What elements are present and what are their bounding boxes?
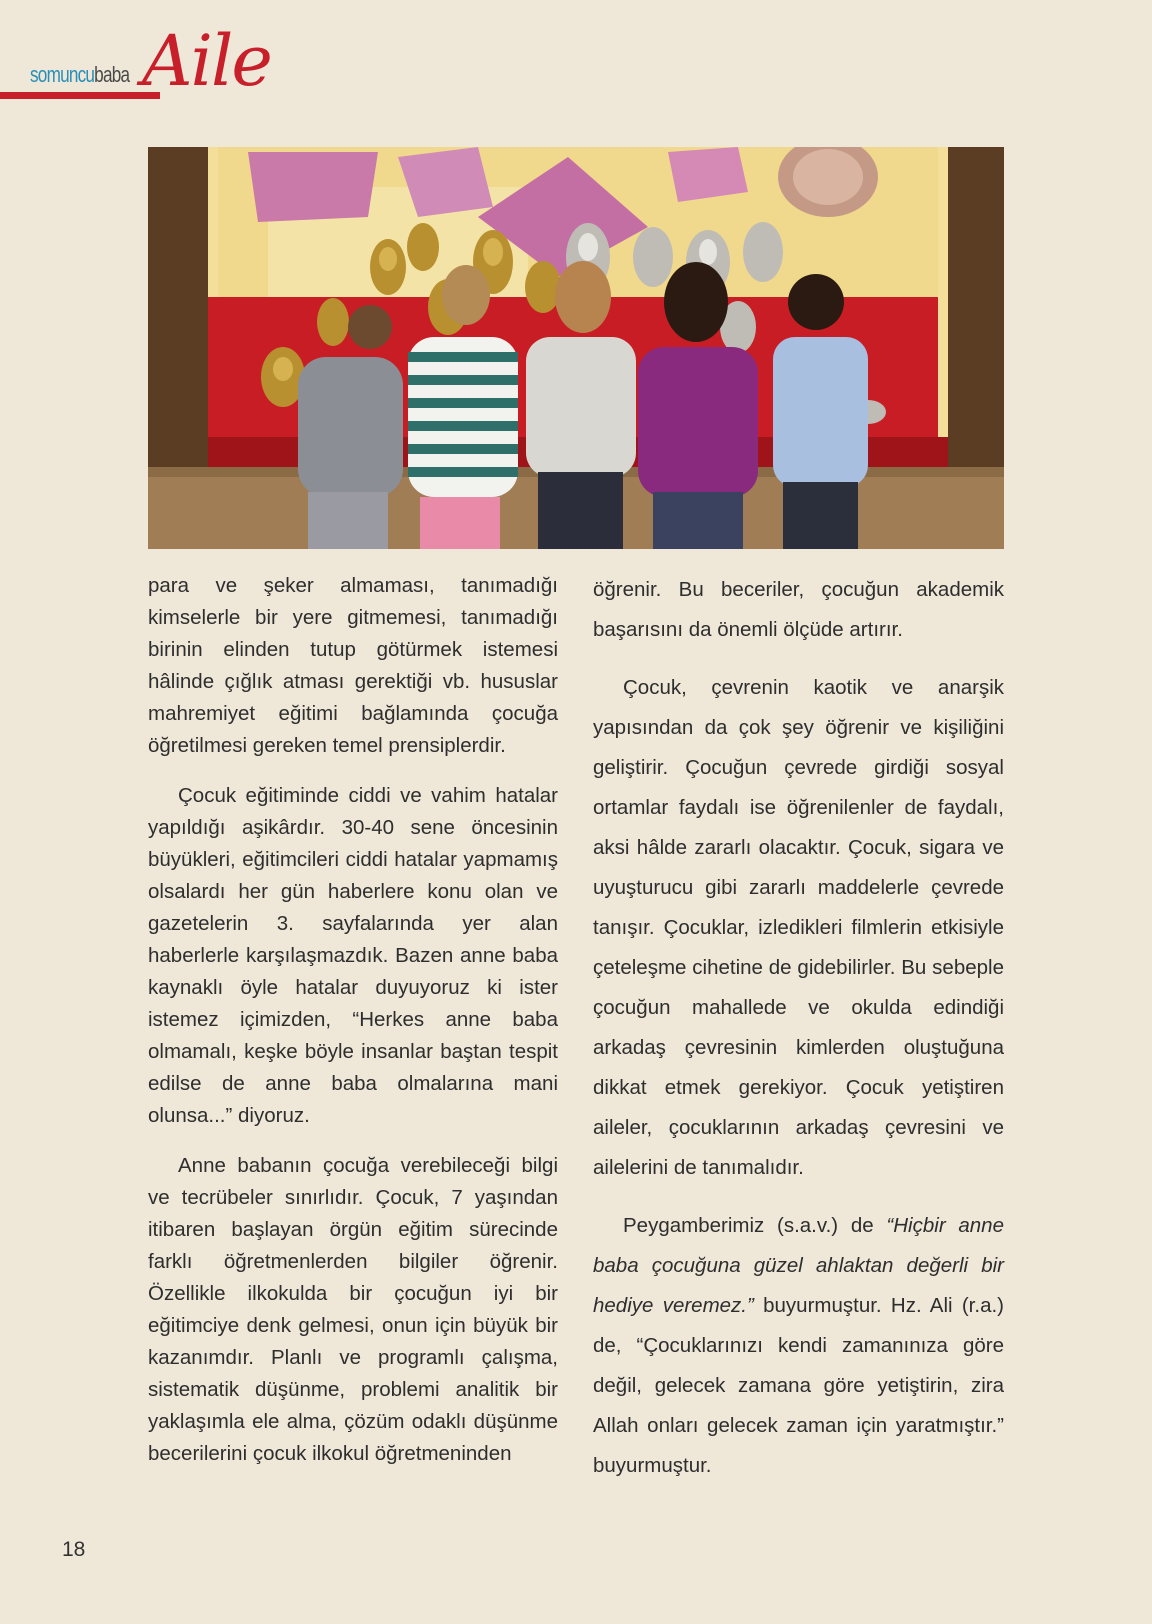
hadith-intro: Peygamberimiz (s.a.v.) de [623, 1214, 887, 1237]
hadith-tail: buyurmuştur. Hz. Ali (r.a.) de, “Çocuklarınızı kendi zamanınıza göre değil, gelecek zamana göre yetiştirin, zira Allah onları gelecek zaman için yaratmıştır.” buyurmuştur. [593, 1294, 1004, 1477]
header-accent-line [0, 92, 160, 99]
left-paragraph-2: Çocuk eğitiminde ciddi ve vahim hatalar yapıldığı aşikârdır. 30-40 sene öncesinin büyükleri, eğitimcileri ciddi hatalar yapmamış olsalardı her gün haberlere konu olan ve gazetelerin 3. sayfalarında yer alan haberlerle karşılaşmazdık. Bazen anne baba kaynaklı öyle hatalar duyuyoruz ki ister istemez içimizden, “Herkes anne baba olmamalı, keşke böyle insanlar baştan tespit edilse de anne baba olmalarına mani olunsa...” diyoruz. [148, 784, 558, 1127]
article-right-column [593, 570, 1004, 1504]
page-number: 18 [62, 1538, 86, 1561]
article-photo [148, 147, 1004, 549]
right-paragraph-2: Çocuk, çevrenin kaotik ve anarşik yapısından da çok şey öğrenir ve kişiliğini geliştirir. Çocuğun çevrede girdiği sosyal ortamlar faydalı ise öğrenilenler de faydalı, aksi hâlde zararlı olacaktır. Çocuk, sigara ve uyuşturucu gibi zararlı maddelerle çevrede tanışır. Çocuklar, izledikleri filmlerin etkisiyle çeteleşme cihetine de gidebilirler. Bu sebeple çocuğun mahallede ve okulda edindiği arkadaş çevresinin kimlerden oluştuğuna dikkat etmek gerekiyor. Çocuk yetiştiren aileler, çocuklarının arkadaş çevresini ve ailelerini de tanımalıdır. [593, 676, 1004, 1179]
brand-logo [30, 62, 129, 88]
left-paragraph-1: para ve şeker almaması, tanımadığı kimselerle bir yere gitmemesi, tanımadığı birinin elinden tutup götürmek istemesi hâlinde çığlık atması gerektiği vb. hususlar mahremiyet eğitimi bağlamında çocuğa öğretilmesi gereken temel prensiplerdir. [148, 574, 558, 757]
hadith-quote: “Hiçbir anne baba çocuğuna güzel ahlaktan değerli bir hediye veremez.” [593, 1214, 1004, 1317]
magazine-title: Aile [142, 20, 271, 102]
brand-name-part2: baba [94, 62, 130, 87]
brand-name-part1: somuncu [30, 62, 95, 87]
children-museum-photo [148, 147, 1004, 549]
article-left-column [148, 570, 558, 1488]
right-paragraph-3 [593, 1206, 1004, 1486]
right-paragraph-1: öğrenir. Bu beceriler, çocuğun akademik başarısını da önemli ölçüde artırır. [593, 578, 1004, 641]
left-paragraph-3: Anne babanın çocuğa verebileceği bilgi ve tecrübeler sınırlıdır. Çocuk, 7 yaşından itibaren başlayan örgün eğitim sürecinde farklı öğretmenlerden bilgiler öğrenir. Özellikle ilkokulda bir çocuğun iyi bir eğitimciye denk gelmesi, onun için büyük bir kazanımdır. Planlı ve programlı çalışma, sistematik düşünme, problemi analitik bir yaklaşımla ele alma, çözüm odaklı düşünme becerilerini çocuk ilkokul öğretmeninden [148, 1154, 558, 1465]
